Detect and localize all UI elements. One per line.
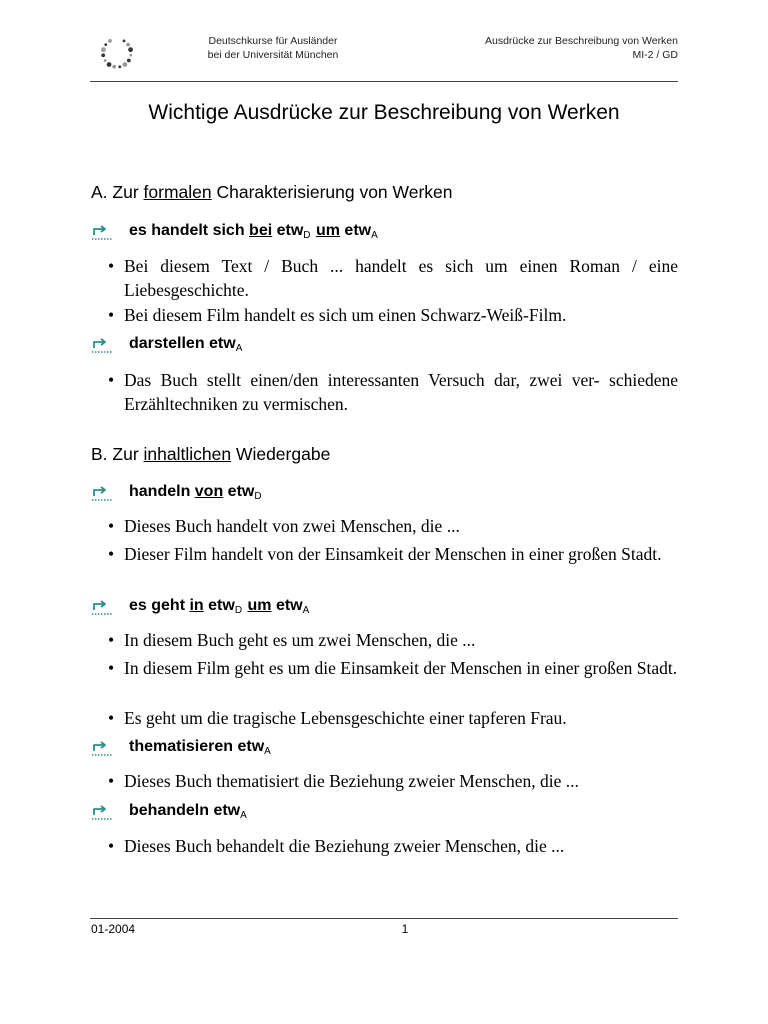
logo-dot <box>128 47 133 52</box>
logo-dot <box>118 65 121 68</box>
example-sentence: In diesem Film geht es um die Einsamkeit der Menschen in einer großen Stadt. <box>124 658 678 678</box>
logo-dot <box>107 62 112 67</box>
header-course-code: MI-2 / GD <box>632 49 678 61</box>
header-topic <box>485 34 678 62</box>
logo-dot <box>123 39 126 42</box>
case-subscript: A <box>371 230 378 241</box>
bullet-dot: • <box>108 516 115 536</box>
example-sentence: Bei diesem Text / Buch ... handelt es sich um einen Roman / eine Liebesgeschichte. <box>124 256 678 300</box>
example-sentence: Dieses Buch thematisiert die Beziehung zweier Menschen, die ... <box>124 771 579 791</box>
example-sentence: Bei diesem Film handelt es sich um einen Schwarz-Weiß-Film. <box>124 305 567 325</box>
header-institution-line2: bei der Universität München <box>207 49 339 61</box>
list-item <box>108 303 678 327</box>
example-sentence: Das Buch stellt einen/den interessanten Versuch dar, zwei ver- schiedene Erzähltechniken zu vermischen. <box>124 370 678 414</box>
logo-dot <box>101 47 106 52</box>
expression-text <box>129 220 379 247</box>
section-heading-b <box>91 443 330 465</box>
university-dots-logo-icon <box>98 34 136 72</box>
logo-dot <box>104 59 107 62</box>
example-sentence: Es geht um die tragische Lebensgeschichte einer tapferen Frau. <box>124 708 567 728</box>
case-subscript: D <box>303 230 311 241</box>
page-number: 1 <box>401 922 409 936</box>
expression-text <box>129 333 243 360</box>
list-item <box>108 834 678 858</box>
expression-text <box>129 595 310 622</box>
pointer-right-icon <box>91 597 113 617</box>
expression-word: es geht <box>129 597 190 614</box>
list-item <box>108 769 678 793</box>
page-title: Wichtige Ausdrücke zur Beschreibung von Werken <box>148 101 620 124</box>
header-institution-line1: Deutschkurse für Ausländer <box>208 35 338 47</box>
bullet-dot: • <box>108 658 115 678</box>
list-item <box>108 706 678 730</box>
pointer-right-icon <box>91 222 113 242</box>
pointer-right-icon <box>91 335 113 355</box>
logo-dot <box>123 62 128 67</box>
expression-text <box>129 736 272 763</box>
expression-word: thematisieren etw <box>129 738 265 755</box>
case-subscript: D <box>254 491 262 502</box>
case-subscript: A <box>235 343 243 354</box>
underlined-preposition: von <box>194 483 224 500</box>
list-item <box>108 628 678 652</box>
bullet-dot: • <box>108 771 115 791</box>
header-institution <box>178 34 368 62</box>
bullet-dot: • <box>108 256 115 276</box>
example-sentence: Dieses Buch handelt von zwei Menschen, die ... <box>124 516 460 536</box>
expression-word: es handelt sich <box>129 222 250 239</box>
section-b-suffix: Wiedergabe <box>231 444 331 464</box>
bullet-dot: • <box>108 305 115 325</box>
expression-text <box>129 800 248 827</box>
logo-dot <box>127 59 131 63</box>
bullet-dot: • <box>108 544 115 564</box>
expression-word: behandeln etw <box>129 802 241 819</box>
case-subscript: A <box>240 810 247 821</box>
bullet-dot: • <box>108 708 115 728</box>
expression-word: etw <box>223 483 255 500</box>
footer-date: 01-2004 <box>91 922 136 936</box>
expression-word: handeln <box>129 483 195 500</box>
bullet-dot: • <box>108 836 115 856</box>
footer-divider <box>90 918 678 919</box>
logo-dot <box>104 43 107 46</box>
expression-word: etw <box>271 597 303 614</box>
expression-word: etw <box>272 222 304 239</box>
example-sentence: Dieses Buch behandelt die Beziehung zweier Menschen, die ... <box>124 836 565 856</box>
list-item <box>108 656 678 680</box>
bullet-dot: • <box>108 370 115 390</box>
logo-dot <box>112 65 116 69</box>
case-subscript: A <box>264 746 271 757</box>
logo-dot <box>126 43 130 47</box>
logo-dot <box>129 54 132 57</box>
section-a-suffix: Charakterisierung von Werken <box>211 182 453 202</box>
list-item <box>108 514 678 538</box>
logo-dot <box>101 53 105 57</box>
underlined-preposition: bei <box>249 222 273 239</box>
case-subscript: D <box>234 605 243 616</box>
example-sentence: In diesem Buch geht es um zwei Menschen, die ... <box>124 630 476 650</box>
underlined-preposition: in <box>189 597 204 614</box>
bullet-dot: • <box>108 630 115 650</box>
page-header <box>90 28 678 82</box>
pointer-right-icon <box>91 483 113 503</box>
pointer-right-icon <box>91 738 113 758</box>
expression-word: etw <box>203 597 235 614</box>
pointer-right-icon <box>91 802 113 822</box>
section-a-underlined: formalen <box>143 182 212 202</box>
section-b-prefix: B. Zur <box>91 444 144 464</box>
list-item <box>108 368 678 416</box>
logo-dot <box>108 39 112 43</box>
expression-text <box>129 481 263 508</box>
underlined-preposition: um <box>315 222 340 239</box>
list-item <box>108 254 678 302</box>
expression-word: darstellen etw <box>129 335 236 352</box>
underlined-preposition: um <box>247 597 272 614</box>
section-a-prefix: A. Zur <box>91 182 144 202</box>
example-sentence: Dieser Film handelt von der Einsamkeit der Menschen in einer großen Stadt. <box>124 544 662 564</box>
list-item <box>108 542 678 566</box>
expression-word: etw <box>339 222 372 239</box>
header-divider <box>90 81 678 82</box>
case-subscript: A <box>302 605 310 616</box>
section-heading-a <box>91 181 453 203</box>
header-topic-line1: Ausdrücke zur Beschreibung von Werken <box>485 35 678 47</box>
section-b-underlined: inhaltlichen <box>143 444 232 464</box>
